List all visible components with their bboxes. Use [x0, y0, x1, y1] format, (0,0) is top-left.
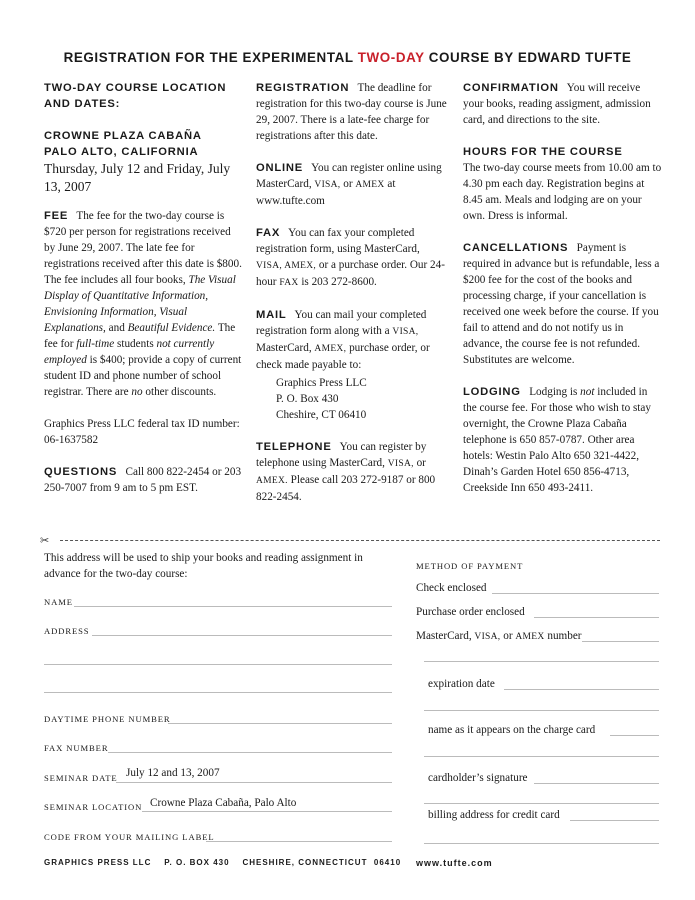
venue-city: PALO ALTO, CALIFORNIA	[44, 146, 199, 158]
purchase-order-label: Purchase order enclosed	[416, 606, 525, 618]
check-enclosed-field[interactable]	[492, 593, 659, 594]
course-dates: Thursday, July 12 and Friday, July 13, 2007	[44, 161, 231, 194]
name-field[interactable]	[74, 606, 392, 607]
seminar-date-field[interactable]	[116, 782, 392, 783]
address-field-line-2[interactable]	[44, 664, 392, 665]
daytime-phone-label: DAYTIME PHONE NUMBER	[44, 714, 171, 724]
address-field-line-3[interactable]	[44, 692, 392, 693]
name-label: NAME	[44, 597, 73, 607]
fax-paragraph: FAX You can fax your completed registration form, using MasterCard, VISA, AMEX, or a purchase order. Our 24-hour FAX is 203 272-8600.	[256, 227, 445, 288]
expiration-date-field[interactable]	[504, 689, 659, 690]
card-name-field[interactable]	[610, 735, 659, 736]
seminar-date-label: SEMINAR DATE	[44, 773, 118, 783]
check-enclosed-label: Check enclosed	[416, 582, 487, 594]
expiration-rule-2[interactable]	[424, 710, 659, 711]
form-intro: This address will be used to ship your books and reading assignment in advance for the two-day course:	[44, 552, 363, 580]
fee-paragraph: FEE The fee for the two-day course is $720 per person for registrations received by June 29, 2007. The late fee for registrations received after this date is $800. The fee includes all four books, The Visual Display of Quantitative Information, Envisioning Information, Visual Explanations, and Beautiful Evidence. The fee for full-time students not currently employed is $400; provide a copy of current student ID and phone number of school registrar. There are no other discounts.	[44, 210, 242, 398]
address-label: ADDRESS	[44, 626, 90, 636]
lodging-paragraph: LODGING Lodging is not included in the course fee. For those who wish to stay overnight, the Crowne Plaza Cabaña telephone is 650 857-0787. Other area hotels: Westin Palo Alto 650 321-4422, Dinah’s Garden Hotel 650 856-4713, Creekside Inn 650 493-2411.	[463, 386, 651, 494]
title-highlight: TWO-DAY	[357, 50, 425, 65]
seminar-location-field[interactable]	[142, 811, 392, 812]
online-paragraph: ONLINE You can register online using MasterCard, VISA, or AMEX at www.tufte.com	[256, 162, 442, 207]
expiration-date-label: expiration date	[428, 678, 495, 690]
signature-field[interactable]	[534, 783, 659, 784]
billing-address-field[interactable]	[570, 820, 659, 821]
hours-text: The two-day course meets from 10.00 am to 4.30 pm each day. Registration begins at 8.45 am. Meals and lodging are on your own. Dress is informal.	[463, 162, 662, 222]
column-location-fee	[44, 80, 242, 496]
billing-address-label: billing address for credit card	[428, 809, 560, 821]
daytime-phone-field[interactable]	[168, 723, 392, 724]
scissors-icon: ✂	[40, 535, 50, 547]
mailing-code-label: CODE FROM YOUR MAILING LABEL	[44, 832, 215, 842]
mailing-code-field[interactable]	[206, 841, 392, 842]
seminar-date-value: July 12 and 13, 2007	[126, 767, 220, 779]
mail-paragraph: MAIL You can mail your completed registration form along with a VISA, MasterCard, AMEX, purchase order, or check made payable to:	[256, 309, 430, 371]
registration-paragraph: REGISTRATION The deadline for registration for this two-day course is June 29, 2007. There is a late-fee charge for registrations after this date.	[256, 82, 447, 142]
column-registration	[256, 80, 448, 505]
mail-address-line-2: P. O. Box 430	[276, 393, 339, 405]
location-heading: TWO-DAY COURSE LOCATION AND DATES:	[44, 82, 227, 110]
card-number-label: MasterCard, VISA, or AMEX number	[416, 630, 582, 642]
signature-field-line-2[interactable]	[424, 803, 659, 804]
confirmation-paragraph: CONFIRMATION You will receive your books, reading assigment, admission card, and directions to the site.	[463, 82, 651, 126]
card-name-field-line-2[interactable]	[424, 756, 659, 757]
seminar-location-value: Crowne Plaza Cabaña, Palo Alto	[150, 797, 297, 809]
mail-address-line-3: Cheshire, CT 06410	[276, 409, 367, 421]
page-title: REGISTRATION FOR THE EXPERIMENTAL TWO-DAY COURSE BY EDWARD TUFTE	[63, 50, 632, 65]
mail-address-line-1: Graphics Press LLC	[276, 377, 367, 389]
payment-heading: METHOD OF PAYMENT	[416, 561, 524, 571]
address-field[interactable]	[92, 635, 392, 636]
cancellations-paragraph: CANCELLATIONS Payment is required in advance but is refundable, less a $200 fee for the cost of the books and processing charge, if your cancellation is received one week before the course. If you fail to attend and do not notify us in advance, the course fee is not refunded. Substitutes are welcome.	[463, 242, 660, 366]
footer-address: GRAPHICS PRESS LLC P. O. BOX 430 CHESHIRE, CONNECTICUT 06410	[44, 858, 402, 867]
seminar-location-label: SEMINAR LOCATION	[44, 802, 143, 812]
cut-line	[60, 540, 660, 541]
card-number-field[interactable]	[582, 641, 659, 642]
footer-website[interactable]: www.tufte.com	[416, 858, 493, 868]
card-name-label: name as it appears on the charge card	[428, 724, 596, 736]
fax-number-label: FAX NUMBER	[44, 743, 109, 753]
signature-label: cardholder’s signature	[428, 772, 528, 784]
questions-paragraph: QUESTIONS Call 800 822-2454 or 203 250-7007 from 9 am to 5 pm EST.	[44, 466, 242, 494]
telephone-paragraph: TELEPHONE You can register by telephone using MasterCard, VISA, or AMEX. Please call 203 272-9187 or 800 822-2454.	[256, 441, 436, 503]
card-number-field-line-2[interactable]	[424, 661, 659, 662]
column-confirmation	[463, 80, 663, 496]
fax-number-field[interactable]	[108, 752, 392, 753]
tax-id: Graphics Press LLC federal tax ID number: 06-1637582	[44, 418, 240, 446]
purchase-order-field[interactable]	[534, 617, 659, 618]
hours-heading: HOURS FOR THE COURSE	[463, 146, 623, 158]
venue-name: CROWNE PLAZA CABAÑA	[44, 130, 202, 142]
billing-address-field-line-2[interactable]	[424, 843, 659, 844]
